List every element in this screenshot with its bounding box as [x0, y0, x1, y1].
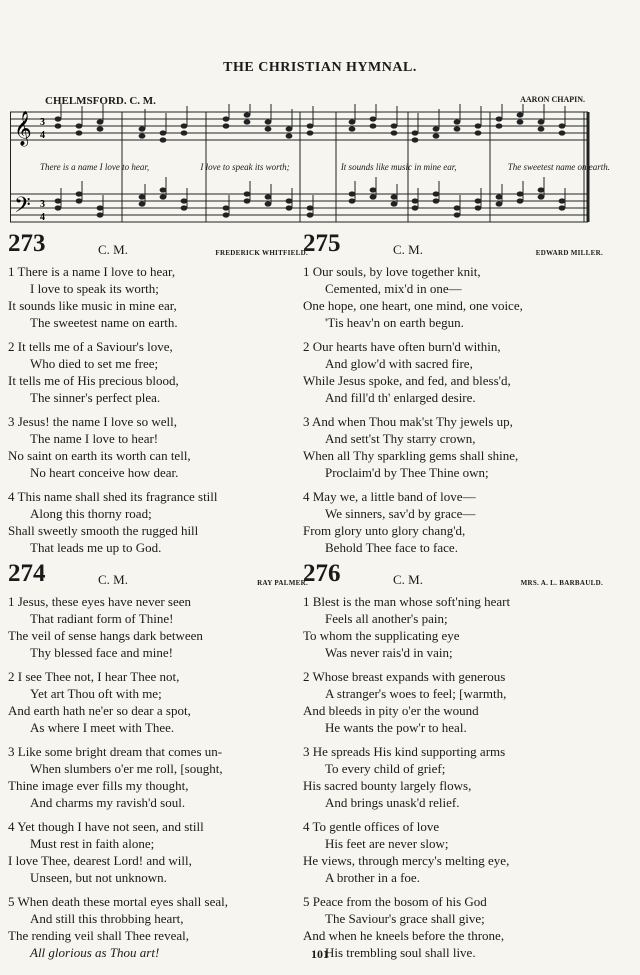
verse-line: Along this thorny road; — [30, 506, 152, 521]
note-head — [496, 194, 503, 199]
verse-line: Must rest in faith alone; — [30, 836, 155, 851]
note-head — [286, 133, 293, 138]
hymn-274 — [8, 560, 308, 968]
stanza — [8, 263, 308, 331]
note-head — [559, 198, 566, 203]
note-head — [265, 201, 272, 206]
note-head — [97, 126, 104, 131]
note-head — [559, 205, 566, 210]
note-head — [97, 205, 104, 210]
hymn-header — [303, 230, 603, 263]
verse-line: 3 And when Thou mak'st Thy jewels up, — [303, 414, 513, 429]
verse-line: No saint on earth its worth can tell, — [8, 448, 191, 463]
tune-lyric: There is a name I love to hear, — [40, 162, 150, 172]
stanza — [303, 593, 603, 661]
hymn-author: FREDERICK WHITFIELD. — [215, 249, 308, 257]
note-head — [433, 191, 440, 196]
note-head — [97, 212, 104, 217]
verse-line: The Saviour's grace shall give; — [325, 911, 485, 926]
note-head — [538, 187, 545, 192]
note-head — [349, 191, 356, 196]
verse-line: A stranger's woes to feel; [warmth, — [325, 686, 507, 701]
note-head — [349, 119, 356, 124]
verse-line: I love to speak its worth; — [30, 281, 159, 296]
note-head — [559, 123, 566, 128]
note-head — [391, 123, 398, 128]
verse-line: He wants the pow'r to heal. — [325, 720, 467, 735]
note-head — [160, 187, 167, 192]
verse-line: 2 Our hearts have often burn'd within, — [303, 339, 501, 354]
verse-line: 1 Our souls, by love together knit, — [303, 264, 481, 279]
verse-line: 1 There is a name I love to hear, — [8, 264, 176, 279]
page-number: 101 — [311, 947, 329, 961]
verse-line: When all Thy sparkling gems shall shine, — [303, 448, 519, 463]
note-head — [496, 201, 503, 206]
verse-line: And when he kneels before the throne, — [303, 928, 505, 943]
verse-line: Unseen, but not unknown. — [30, 870, 167, 885]
note-head — [286, 198, 293, 203]
stanza — [303, 488, 603, 556]
note-head — [475, 130, 482, 135]
note-head — [265, 194, 272, 199]
stanza — [8, 743, 308, 811]
verse-line: And sett'st Thy starry crown, — [325, 431, 476, 446]
note-head — [307, 130, 314, 135]
verse-line: 2 Whose breast expands with generous — [303, 669, 506, 684]
note-head — [139, 126, 146, 131]
hymn-header — [8, 560, 308, 593]
verse-line: 4 Yet though I have not seen, and still — [8, 819, 204, 834]
verse-line: While Jesus spoke, and fed, and bless'd, — [303, 373, 511, 388]
verse-line: That radiant form of Thine! — [30, 611, 174, 626]
stanza — [303, 413, 603, 481]
verse-line: The sweetest name on earth. — [30, 315, 178, 330]
note-head — [76, 123, 83, 128]
note-head — [55, 198, 62, 203]
verse-line: 4 This name shall shed its fragrance still — [8, 489, 218, 504]
verse-line: That leads me up to God. — [30, 540, 162, 555]
hymn-author: MRS. A. L. BARBAULD. — [520, 579, 603, 587]
note-head — [223, 116, 230, 121]
verse-line: To every child of grief; — [325, 761, 446, 776]
note-head — [286, 205, 293, 210]
note-head — [475, 123, 482, 128]
verse-line: His feet are never slow; — [325, 836, 449, 851]
note-head — [223, 212, 230, 217]
note-head — [55, 205, 62, 210]
note-head — [55, 123, 62, 128]
note-head — [349, 198, 356, 203]
note-head — [370, 116, 377, 121]
note-head — [475, 205, 482, 210]
note-head — [160, 137, 167, 142]
verse-line: Thine image ever fills my thought, — [8, 778, 189, 793]
svg-text:3: 3 — [40, 199, 45, 210]
stanza — [8, 818, 308, 886]
note-head — [559, 130, 566, 135]
tune-lyric: It sounds like music in mine ear, — [340, 162, 457, 172]
stanza — [8, 413, 308, 481]
verse-line: His trembling soul shall live. — [325, 945, 476, 960]
verse-line: 3 He spreads His kind supporting arms — [303, 744, 506, 759]
note-head — [433, 126, 440, 131]
note-head — [181, 205, 188, 210]
note-head — [265, 119, 272, 124]
hymn-number: 273 — [8, 230, 46, 257]
note-head — [307, 205, 314, 210]
treble-clef-icon: 𝄞 — [14, 111, 32, 146]
verse-line: And glow'd with sacred fire, — [325, 356, 473, 371]
note-head — [412, 130, 419, 135]
verse-line: Shall sweetly smooth the rugged hill — [8, 523, 199, 538]
note-head — [181, 198, 188, 203]
stanza — [303, 338, 603, 406]
verse-line: 1 Jesus, these eyes have never seen — [8, 594, 192, 609]
hymn-number: 274 — [8, 560, 46, 587]
verse-line: Feels all another's pain; — [325, 611, 448, 626]
note-head — [517, 198, 524, 203]
stanza — [8, 338, 308, 406]
svg-text:4: 4 — [40, 130, 45, 141]
note-head — [517, 112, 524, 117]
note-head — [538, 194, 545, 199]
verse-line: The rending veil shall Thee reveal, — [8, 928, 189, 943]
verse-line: A brother in a foe. — [325, 870, 420, 885]
hymn-meter: C. M. — [98, 242, 128, 257]
note-head — [307, 123, 314, 128]
hymn-meter: C. M. — [98, 572, 128, 587]
verse-line: As where I meet with Thee. — [30, 720, 175, 735]
note-head — [391, 130, 398, 135]
verse-line: His sacred bounty largely flows, — [303, 778, 472, 793]
note-head — [160, 194, 167, 199]
verse-line: 2 I see Thee not, I hear Thee not, — [8, 669, 180, 684]
verse-line: All glorious as Thou art! — [30, 945, 160, 960]
stanza — [8, 668, 308, 736]
note-head — [496, 123, 503, 128]
stanza — [303, 818, 603, 886]
svg-text:4: 4 — [40, 212, 45, 223]
verse-line: 5 When death these mortal eyes shall seal, — [8, 894, 228, 909]
verse-line: To whom the supplicating eye — [303, 628, 460, 643]
verse-line: And fill'd th' enlarged desire. — [325, 390, 476, 405]
note-head — [412, 137, 419, 142]
hymn-273 — [8, 230, 308, 563]
note-head — [244, 198, 251, 203]
verse-line: And charms my ravish'd soul. — [30, 795, 186, 810]
stanza — [303, 743, 603, 811]
verse-line: And still this throbbing heart, — [30, 911, 184, 926]
note-head — [454, 126, 461, 131]
note-head — [139, 194, 146, 199]
note-head — [517, 191, 524, 196]
stanza — [303, 668, 603, 736]
verse-line: 3 Jesus! the name I love so well, — [8, 414, 177, 429]
tune-composer: AARON CHAPIN. — [520, 95, 585, 104]
verse-line: I love Thee, dearest Lord! and will, — [8, 853, 192, 868]
verse-line: 1 Blest is the man whose soft'ning heart — [303, 594, 511, 609]
hymn-meter: C. M. — [393, 242, 423, 257]
verse-line: It sounds like music in mine ear, — [8, 298, 177, 313]
note-head — [76, 130, 83, 135]
tune-name: CHELMSFORD. C. M. — [45, 95, 156, 107]
stanza — [8, 488, 308, 556]
note-head — [412, 205, 419, 210]
note-head — [181, 123, 188, 128]
note-head — [475, 198, 482, 203]
verse-line: From glory unto glory chang'd, — [303, 523, 466, 538]
verse-line: 2 It tells me of a Saviour's love, — [8, 339, 173, 354]
note-head — [370, 187, 377, 192]
note-head — [454, 119, 461, 124]
note-head — [517, 119, 524, 124]
stanza — [303, 263, 603, 331]
note-head — [370, 123, 377, 128]
verse-line: 4 To gentle offices of love — [303, 819, 440, 834]
note-head — [496, 116, 503, 121]
note-head — [433, 133, 440, 138]
verse-line: 3 Like some bright dream that comes un- — [8, 744, 223, 759]
note-head — [307, 212, 314, 217]
verse-line: It tells me of His precious blood, — [8, 373, 179, 388]
tune-lyric: The sweetest name on earth. — [507, 162, 610, 172]
verse-line: He views, through mercy's melting eye, — [303, 853, 510, 868]
hymn-author: EDWARD MILLER. — [535, 249, 603, 257]
note-head — [412, 198, 419, 203]
note-head — [76, 198, 83, 203]
note-head — [370, 194, 377, 199]
hymn-author: RAY PALMER. — [257, 579, 308, 587]
note-head — [244, 119, 251, 124]
note-head — [433, 198, 440, 203]
verse-line: Who died to set me free; — [30, 356, 159, 371]
note-head — [391, 194, 398, 199]
verse-line: No heart conceive how dear. — [30, 465, 179, 480]
verse-line: Yet art Thou oft with me; — [30, 686, 162, 701]
hymn-276 — [303, 560, 603, 968]
verse-line: The veil of sense hangs dark between — [8, 628, 203, 643]
verse-line: 5 Peace from the bosom of his God — [303, 894, 487, 909]
verse-line: The sinner's perfect plea. — [30, 390, 161, 405]
verse-line: And earth hath ne'er so dear a spot, — [8, 703, 191, 718]
verse-line: 'Tis heav'n on earth begun. — [325, 315, 464, 330]
verse-line: 4 May we, a little band of love— — [303, 489, 476, 504]
verse-line: Proclaim'd by Thee Thine own; — [325, 465, 489, 480]
svg-text:3: 3 — [40, 117, 45, 128]
note-head — [160, 130, 167, 135]
verse-line: And brings unask'd relief. — [325, 795, 460, 810]
hymn-275 — [303, 230, 603, 563]
tune-lyric: I love to speak its worth; — [200, 162, 290, 172]
note-head — [538, 119, 545, 124]
verse-line: Was never rais'd in vain; — [325, 645, 453, 660]
note-head — [286, 126, 293, 131]
note-head — [139, 133, 146, 138]
note-head — [349, 126, 356, 131]
verse-line: We sinners, sav'd by grace— — [325, 506, 476, 521]
note-head — [55, 116, 62, 121]
note-head — [181, 130, 188, 135]
tune-lyrics — [40, 162, 610, 172]
verse-line: One hope, one heart, one mind, one voice, — [303, 298, 523, 313]
verse-line: The name I love to hear! — [30, 431, 159, 446]
note-head — [454, 212, 461, 217]
note-head — [538, 126, 545, 131]
verse-line: And bleeds in pity o'er the wound — [303, 703, 479, 718]
hymn-header — [8, 230, 308, 263]
note-head — [244, 191, 251, 196]
note-head — [97, 119, 104, 124]
note-head — [223, 205, 230, 210]
verse-line: Cemented, mix'd in one— — [325, 281, 462, 296]
verse-line: Thy blessed face and mine! — [30, 645, 173, 660]
hymn-number: 275 — [303, 230, 341, 257]
hymn-header — [303, 560, 603, 593]
stanza — [8, 593, 308, 661]
note-head — [454, 205, 461, 210]
hymn-number: 276 — [303, 560, 341, 587]
hymn-meter: C. M. — [393, 572, 423, 587]
note-head — [223, 123, 230, 128]
verse-line: When slumbers o'er me roll, [sought, — [30, 761, 223, 776]
note-head — [139, 201, 146, 206]
note-head — [391, 201, 398, 206]
note-head — [76, 191, 83, 196]
note-head — [244, 112, 251, 117]
bass-clef-icon: 𝄢 — [14, 193, 31, 223]
note-head — [265, 126, 272, 131]
running-head: THE CHRISTIAN HYMNAL. — [223, 60, 417, 75]
verse-line: Behold Thee face to face. — [325, 540, 458, 555]
